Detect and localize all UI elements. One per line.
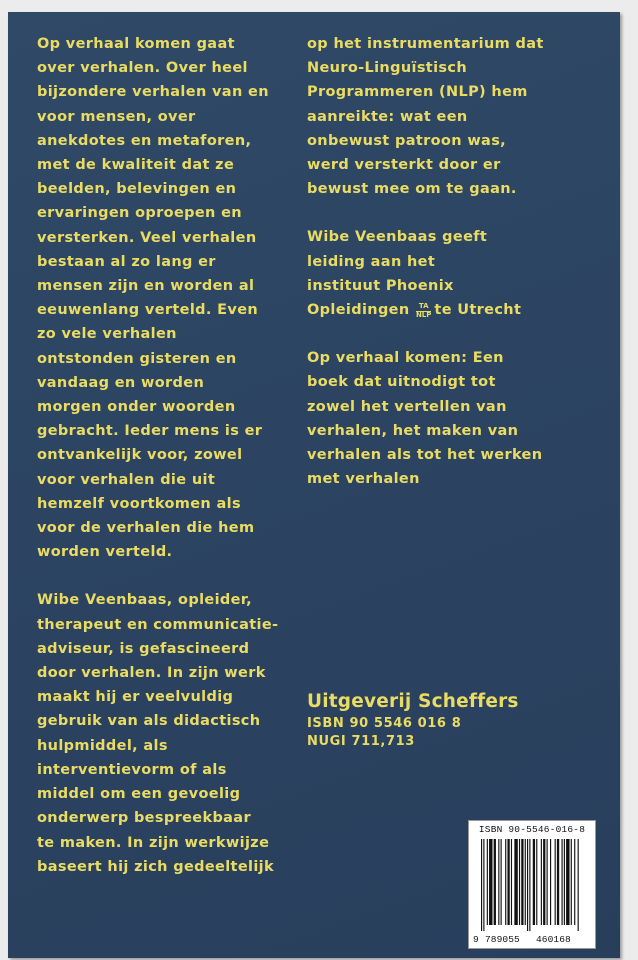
text-line: onbewust patroon was, xyxy=(307,132,507,149)
text-line: mensen zijn en worden al xyxy=(37,278,255,295)
text-line: onderwerp bespreekbaar xyxy=(37,810,251,827)
text-line: hulpmiddel, als xyxy=(37,737,168,754)
text-line: boek dat uitnodigt tot xyxy=(307,374,496,391)
institute-paragraph xyxy=(307,225,597,322)
text-line: ervaringen oproepen en xyxy=(37,205,242,222)
institute-location: te Utrecht xyxy=(434,302,522,319)
text-line: voor de verhalen die hem xyxy=(37,520,255,537)
text-line: over verhalen. Over heel xyxy=(37,60,248,77)
text-line-with-mark xyxy=(307,298,597,322)
text-line: bewust mee om te gaan. xyxy=(307,181,517,198)
barcode-isbn-label: ISBN 90-5546-016-8 xyxy=(478,824,586,835)
text-line: ontstonden gisteren en xyxy=(37,350,237,367)
text-line: adviseur, is gefascineerd xyxy=(37,640,250,657)
text-line: Wibe Veenbaas, opleider, xyxy=(37,592,253,609)
nlp-mark-label: NLP xyxy=(415,311,432,320)
text-line: verhalen, het maken van xyxy=(307,422,519,439)
text-line: gebruik van als didactisch xyxy=(37,713,261,730)
text-line: met verhalen xyxy=(307,471,420,488)
text-line: beelden, belevingen en xyxy=(37,181,237,198)
text-line: hemzelf voortkomen als xyxy=(37,495,241,512)
text-line: middel om een gevoelig xyxy=(37,786,241,803)
book-summary-paragraph xyxy=(307,346,597,491)
text-line: interventievorm of als xyxy=(37,761,227,778)
text-line: bestaan al zo lang er xyxy=(37,253,216,270)
barcode-digit-first: 9 xyxy=(473,934,479,945)
text-line: Op verhaal komen gaat xyxy=(37,36,235,52)
barcode-label xyxy=(468,820,596,949)
text-line: maakt hij er veelvuldig xyxy=(37,689,234,706)
nugi-text: NUGI 711,713 xyxy=(307,734,415,749)
barcode-icon xyxy=(481,839,589,931)
back-cover xyxy=(8,12,620,958)
text-line: eeuwenlang verteld. Even xyxy=(37,302,259,319)
publisher-block xyxy=(307,689,519,751)
text-line: te maken. In zijn werkwijze xyxy=(37,834,270,851)
barcode-digits-left: 789055 xyxy=(485,934,520,945)
text-line: versterken. Veel verhalen xyxy=(37,229,257,246)
isbn-text: ISBN 90 5546 016 8 xyxy=(307,716,462,731)
right-text-column xyxy=(307,32,597,491)
text-line: aanreikte: wat een xyxy=(307,108,468,125)
author-paragraph xyxy=(37,588,299,878)
institute-name-part: Opleidingen xyxy=(307,302,410,319)
text-line: Programmeren (NLP) hem xyxy=(307,84,528,101)
text-line: leiding aan het xyxy=(307,253,436,270)
barcode-digits-right: 460168 xyxy=(536,934,571,945)
text-line: gebracht. Ieder mens is er xyxy=(37,423,263,440)
left-text-column xyxy=(37,32,299,879)
text-line: werd versterkt door er xyxy=(307,157,501,174)
text-line: therapeut en communicatie- xyxy=(37,616,279,633)
text-line: met de kwaliteit dat ze xyxy=(37,157,235,174)
text-line: vandaag en worden xyxy=(37,374,205,391)
text-line: zo vele verhalen xyxy=(37,326,177,343)
publisher-name: Uitgeverij Scheffers xyxy=(307,691,519,712)
text-line: ontvankelijk voor, zowel xyxy=(37,447,243,464)
text-line: worden verteld. xyxy=(37,544,173,561)
intro-paragraph xyxy=(37,32,299,564)
text-line: Op verhaal komen: Een xyxy=(307,350,504,367)
text-line: voor mensen, over xyxy=(37,108,196,125)
text-line: door verhalen. In zijn werk xyxy=(37,665,266,682)
text-line: morgen onder woorden xyxy=(37,399,236,416)
ta-nlp-mark xyxy=(416,303,431,319)
text-line: zowel het vertellen van xyxy=(307,398,507,415)
text-line: verhalen als tot het werken xyxy=(307,447,543,464)
text-line: bijzondere verhalen van en xyxy=(37,84,269,101)
text-line: op het instrumentarium dat xyxy=(307,36,544,52)
text-line: baseert hij zich gedeeltelijk xyxy=(37,858,274,875)
text-line: voor verhalen die uit xyxy=(37,471,216,488)
text-line: Neuro-Linguïstisch xyxy=(307,60,468,77)
ta-mark-label: TA xyxy=(416,303,431,312)
nlp-paragraph xyxy=(307,32,597,201)
text-line: anekdotes en metaforen, xyxy=(37,132,252,149)
text-line: instituut Phoenix xyxy=(307,277,454,294)
text-line: Wibe Veenbaas geeft xyxy=(307,229,488,246)
